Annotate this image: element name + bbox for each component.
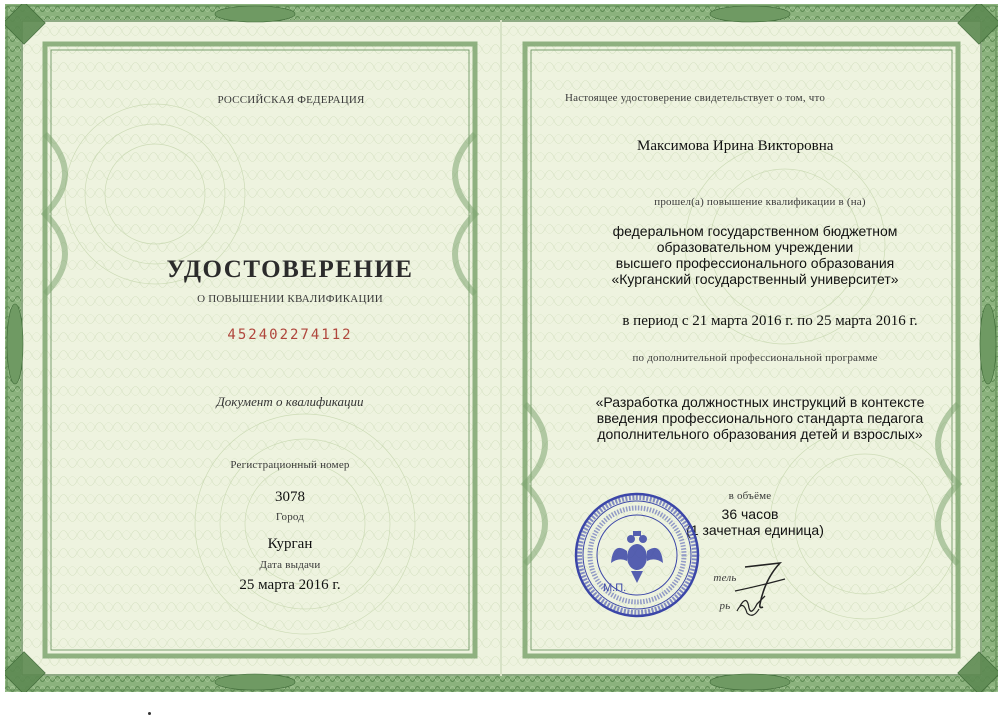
signer1-label: тель: [713, 572, 737, 584]
passed-label: прошел(а) повышение квалификации в (на): [654, 196, 866, 208]
intro-text: Настоящее удостоверение свидетельствует о том, что: [565, 92, 826, 104]
country-label: РОССИЙСКАЯ ФЕДЕРАЦИЯ: [217, 94, 365, 106]
city-value: Курган: [267, 536, 313, 552]
signer2-label: рь: [719, 600, 731, 612]
hours-value: 36 часов: [721, 506, 779, 522]
certificate-title: УДОСТОВЕРЕНИЕ: [166, 256, 414, 283]
volume-label: в объёме: [728, 490, 772, 502]
issue-date-label: Дата выдачи: [259, 559, 321, 571]
recipient-name: Максимова Ирина Викторовна: [637, 138, 834, 154]
registration-number: 3078: [275, 489, 305, 505]
program-title-block: [575, 394, 945, 442]
program-line: введения профессионального стандарта педагога: [596, 410, 924, 426]
signature-2-image: [735, 586, 775, 621]
institution-line: федеральном государственном бюджетном: [612, 223, 898, 239]
serial-number: 452402274112: [227, 327, 353, 343]
stamp-mp-label: М.П.: [603, 582, 627, 594]
city-label: Город: [275, 511, 305, 523]
training-period: в период с 21 марта 2016 г. по 25 марта 2016 г.: [622, 313, 918, 329]
institution-line: «Курганский государственный университет»: [611, 271, 899, 287]
issue-date: 25 марта 2016 г.: [239, 577, 341, 593]
program-label: по дополнительной профессиональной программе: [632, 352, 878, 364]
institution-line: высшего профессионального образования: [615, 255, 895, 271]
certificate-sheet: [5, 4, 998, 692]
official-stamp: [573, 491, 701, 619]
speck: [148, 712, 151, 715]
document-type: Документ о квалификации: [216, 394, 364, 409]
registration-label: Регистрационный номер: [230, 459, 350, 471]
credits-value: (1 зачетная единица): [686, 522, 824, 538]
program-line: дополнительного образования детей и взрослых»: [597, 426, 923, 442]
program-line: «Разработка должностных инструкций в контексте: [595, 394, 925, 410]
certificate-subtitle: О ПОВЫШЕНИИ КВАЛИФИКАЦИИ: [197, 293, 383, 305]
institution-block: [565, 223, 945, 287]
institution-line: образовательном учреждении: [656, 239, 854, 255]
ornamental-border: [5, 4, 998, 692]
